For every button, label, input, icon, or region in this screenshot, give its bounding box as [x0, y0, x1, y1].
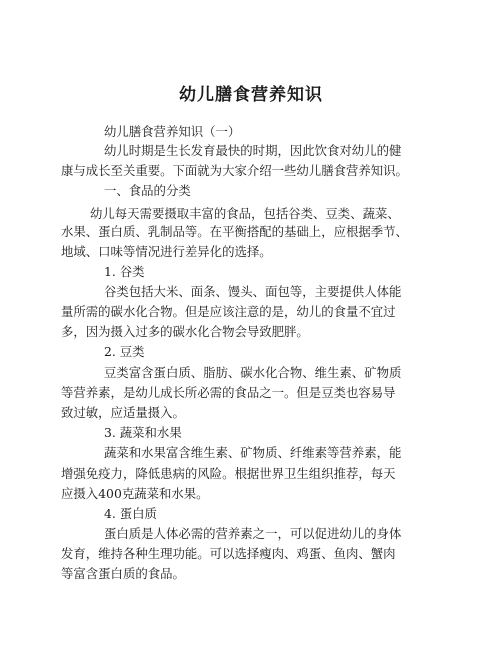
paragraph-line: 幼儿时期是生长发育最快的时期，因此饮食对幼儿的健: [104, 143, 402, 158]
paragraph-line: 多，因为摄入过多的碳水化合物会导致肥胖。: [61, 324, 309, 339]
paragraph-line: 谷类包括大米、面条、馒头、面包等，主要提供人体能: [104, 284, 402, 299]
paragraph-line: 水果、蛋白质、乳制品等。在平衡搭配的基础上，应根据季节、: [61, 224, 408, 239]
paragraph-line: 量所需的碳水化合物。但是应该注意的是，幼儿的食量不宜过: [61, 304, 396, 319]
paragraph-line: 增强免疫力，降低患病的风险。根据世界卫生组织推荐，每天: [61, 466, 396, 481]
paragraph-line: 致过敏，应适量摄入。: [61, 405, 185, 420]
paragraph-line: 应摄入400克蔬菜和水果。: [61, 486, 209, 501]
paragraph-line: 康与成长至关重要。下面就为大家介绍一些幼儿膳食营养知识。: [61, 163, 408, 178]
paragraph-line: 等富含蛋白质的食品。: [61, 566, 185, 581]
paragraph-line: 地域、口味等情况进行差异化的选择。: [61, 244, 272, 259]
subsection-heading: 4. 蛋白质: [104, 506, 157, 521]
paragraph-line: 豆类富含蛋白质、脂肪、碳水化合物、维生素、矿物质: [104, 365, 402, 380]
subsection-heading: 1. 谷类: [104, 264, 145, 279]
document-title: 幼儿膳食营养知识: [179, 85, 323, 105]
paragraph-line: 幼儿膳食营养知识（一）: [104, 124, 241, 139]
paragraph-line: 等营养素，是幼儿成长所必需的食品之一。但是豆类也容易导: [61, 385, 396, 400]
subsection-heading: 3. 蔬菜和水果: [104, 425, 182, 440]
paragraph-line: 发育，维持各种生理功能。可以选择瘦肉、鸡蛋、鱼肉、蟹肉: [61, 546, 396, 561]
paragraph-line: 蛋白质是人体必需的营养素之一，可以促进幼儿的身体: [104, 526, 402, 541]
section-heading: 一、食品的分类: [104, 183, 191, 198]
paragraph-line: 蔬菜和水果富含维生素、矿物质、纤维素等营养素，能: [104, 445, 402, 460]
paragraph-line: 幼儿每天需要摄取丰富的食品，包括谷类、豆类、蔬菜、: [90, 206, 400, 221]
subsection-heading: 2. 豆类: [104, 344, 145, 359]
